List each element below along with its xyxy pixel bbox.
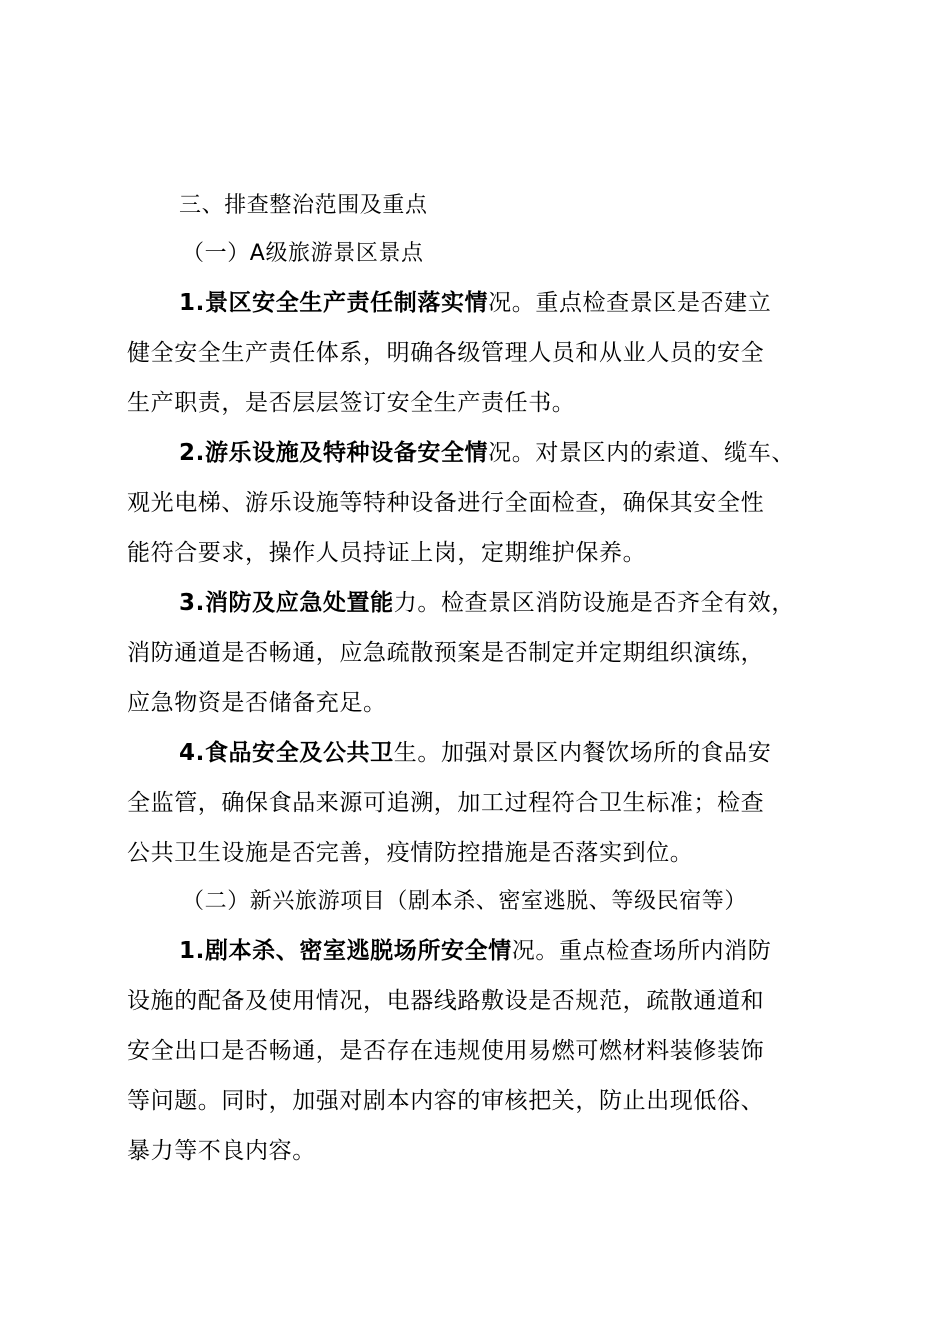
paragraph-5-line-4: 等问题。同时，加强对剧本内容的审核把关，防止出现低俗、 — [127, 1088, 765, 1114]
subsection-heading-a-level-scenic: （一）A级旅游景区景点 — [182, 241, 424, 266]
paragraph-2-line-2: 观光电梯、游乐设施等特种设备进行全面检查，确保其安全性 — [127, 490, 765, 516]
paragraph-5-line-5: 暴力等不良内容。 — [127, 1138, 316, 1164]
paragraph-4-line-2: 全监管，确保食品来源可追溯，加工过程符合卫生标准；检查 — [127, 790, 765, 816]
paragraph-1-line-1 — [127, 278, 837, 328]
paragraph-3-line-1 — [127, 578, 837, 628]
paragraph-1-rest: 况。重点检查景区是否建立 — [488, 290, 772, 316]
paragraph-4-line-1 — [127, 728, 837, 778]
paragraph-1-lead: 1.景区安全生产责任制落实情 — [179, 290, 489, 316]
paragraph-3-line-2: 消防通道是否畅通，应急疏散预案是否制定并定期组织演练， — [127, 640, 765, 666]
paragraph-3-lead: 3.消防及应急处置能 — [179, 590, 394, 616]
paragraph-5-lead: 1.剧本杀、密室逃脱场所安全情 — [179, 938, 512, 964]
section-heading: 三、排查整治范围及重点 — [179, 193, 428, 218]
paragraph-4-line-3: 公共卫生设施是否完善，疫情防控措施是否落实到位。 — [127, 840, 694, 866]
paragraph-2-line-3: 能符合要求，操作人员持证上岗，定期维护保养。 — [127, 540, 647, 566]
paragraph-2-rest: 况。对景区内的索道、缆车、 — [488, 440, 795, 466]
paragraph-3-rest: 力。检查景区消防设施是否齐全有效， — [393, 590, 795, 616]
paragraph-4-rest: 生。加强对景区内餐饮场所的食品安 — [393, 740, 772, 766]
paragraph-2-lead: 2.游乐设施及特种设备安全情 — [179, 440, 489, 466]
paragraph-4-lead: 4.食品安全及公共卫 — [179, 740, 394, 766]
paragraph-5-line-2: 设施的配备及使用情况，电器线路敷设是否规范，疏散通道和 — [127, 988, 765, 1014]
paragraph-2-line-1 — [127, 428, 837, 478]
paragraph-5-rest: 况。重点检查场所内消防 — [511, 938, 772, 964]
paragraph-1-line-3: 生产职责，是否层层签订安全生产责任书。 — [127, 390, 576, 416]
subsection-heading-new-projects: （二）新兴旅游项目（剧本杀、密室逃脱、等级民宿等） — [182, 889, 748, 914]
paragraph-3-line-3: 应急物资是否储备充足。 — [127, 690, 387, 716]
paragraph-5-line-3: 安全出口是否畅通，是否存在违规使用易燃可燃材料装修装饰 — [127, 1038, 765, 1064]
paragraph-1-line-2: 健全安全生产责任体系，明确各级管理人员和从业人员的安全 — [127, 340, 765, 366]
paragraph-5-line-1 — [127, 926, 837, 976]
document-body — [127, 182, 837, 1176]
